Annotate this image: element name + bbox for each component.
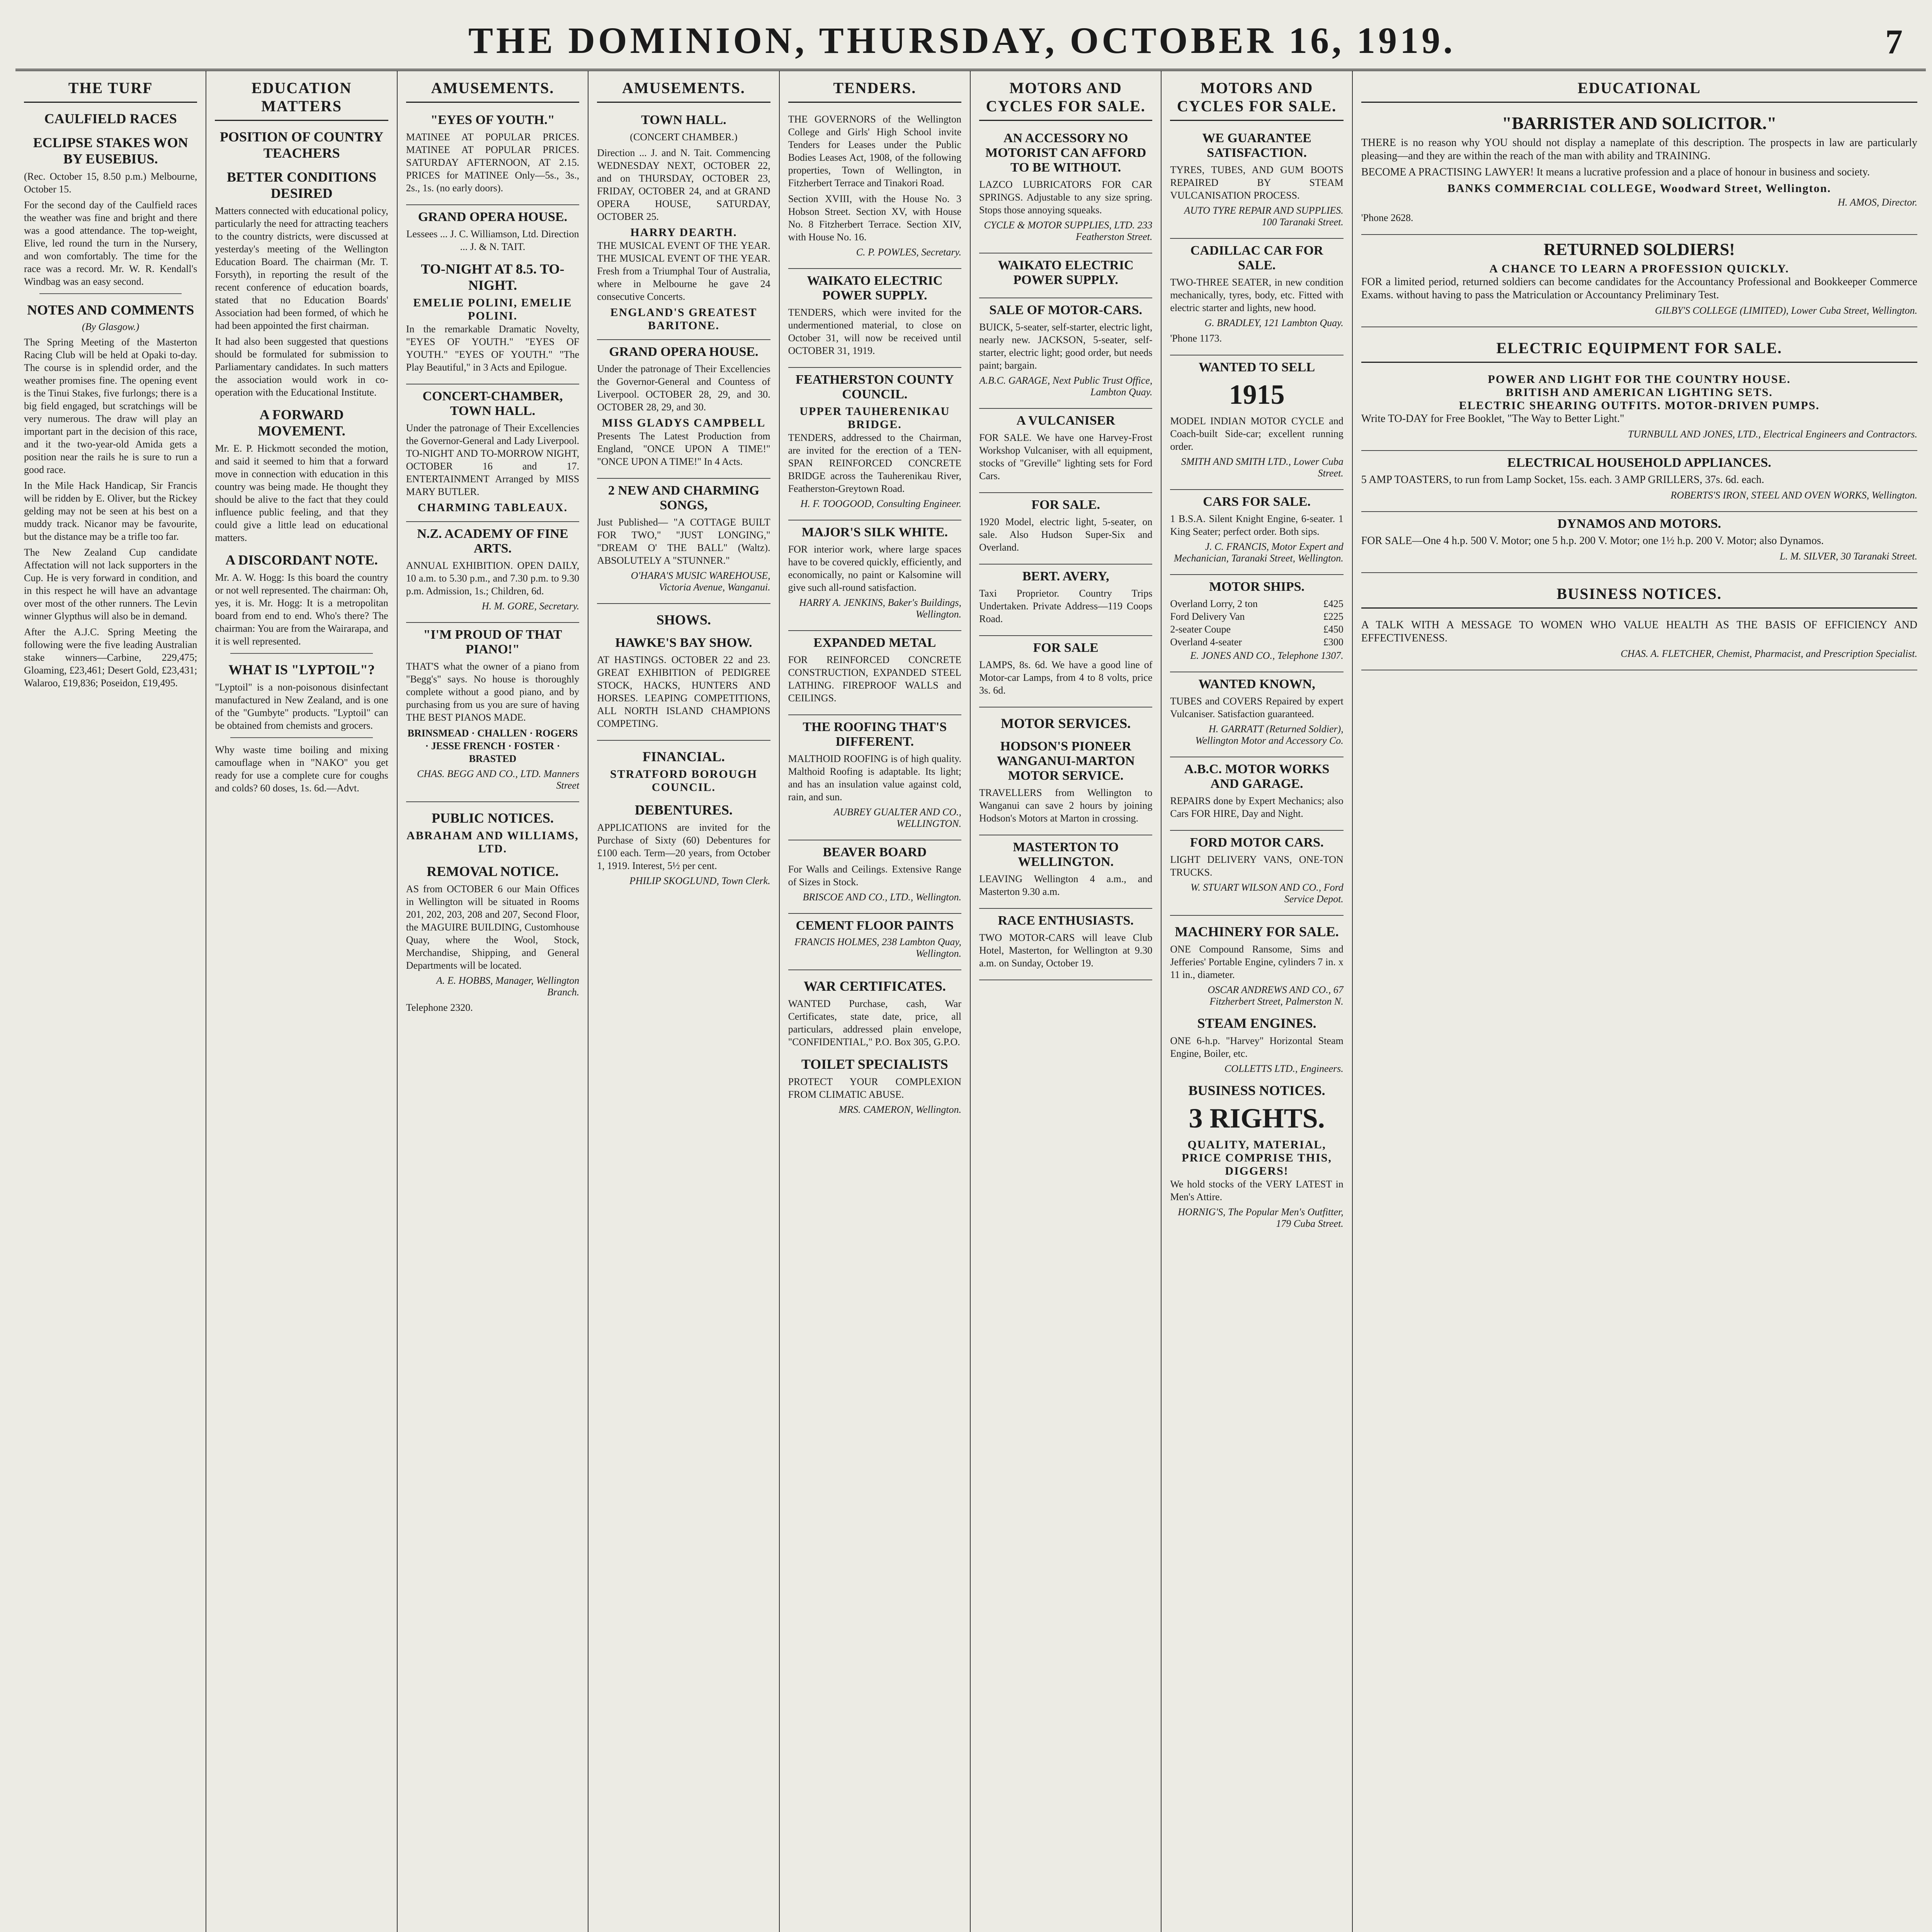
price-row [1170,636,1343,648]
public-notices-head: PUBLIC NOTICES. [431,810,554,826]
lighting-sets-ad [1361,368,1917,451]
ad-sub: (CONCERT CHAMBER.) [630,131,738,143]
ad-signature: GILBY'S COLLEGE (LIMITED), Lower Cuba Street, Wellington. [1655,305,1917,316]
ad-text: FOR interior work, where large spaces have to be covered quickly, efficiently, and economically, no paint or Kalsomine will give such all-round satisfaction. [788,544,961,593]
motors-header: MOTORS AND CYCLES FOR SALE. [1170,77,1343,121]
returned-soldiers-ad [1361,235,1917,327]
ad-text: LAZCO LUBRICATORS FOR CAR SPRINGS. Adjustable to any size spring. Stops those annoying squeaks. [979,179,1153,216]
ad-signature: L. M. SILVER, 30 Taranaki Street. [1779,551,1917,562]
tyre-repair-ad [1170,126,1343,239]
silk-white-ad [788,520,961,631]
ad-signature: HARRY A. JENKINS, Baker's Buildings, Wellington. [799,597,961,620]
ad-signature: H. GARRATT (Returned Soldier), Wellington Motor and Accessory Co. [1195,723,1344,746]
ad-signature: A.B.C. GARAGE, Next Public Trust Office, Lambton Quay. [979,375,1153,398]
ad-text: THERE is no reason why YOU should not display a nameplate of this description. The prospects in law are particularly pleasing—and they are within the reach of the man with ability and TRAINING. [1361,137,1917,162]
health-talk-ad [1361,614,1917,670]
expanded-metal-ad [788,631,961,715]
business-notices-head: BUSINESS NOTICES. [1188,1083,1325,1098]
cars-for-sale-ad [1170,490,1343,575]
ad-text: MALTHOID ROOFING is of high quality. Malthoid Roofing is adaptable. Its light; and has an insulation value against cold, rain, and sun. [788,753,961,803]
ad-title: N.Z. ACADEMY OF FINE ARTS. [417,527,568,556]
concert-chamber-ad [406,384,579,522]
ad-title: "BARRISTER AND SOLICITOR." [1502,113,1777,133]
ad-text: LAMPS, 8s. 6d. We have a good line of Motor-car Lamps, from 4 to 8 volts, price 3s. 6d. [979,659,1153,696]
column-tenders [780,71,971,1932]
ad-title: CONCERT-CHAMBER, TOWN HALL. [422,389,563,418]
price-value: £300 [1323,636,1344,648]
ad-text: Taxi Proprietor. Country Trips Undertaken. Private Address—119 Coops Road. [979,588,1153,624]
ad-signature: BRISCOE AND CO., LTD., Wellington. [803,891,961,903]
ad-line-2: BRITISH AND AMERICAN LIGHTING SETS. [1505,386,1773,399]
column-amusements-2 [588,71,779,1932]
ad-list: Section XVIII, with the House No. 3 Hobson Street. Section XV, with House No. 8 Fitzherbert Terrace. Section XIV, with House No. 16. [788,193,961,243]
ad-text: Under the patronage of Their Excellencies the Governor-General and Lady Liverpool. TO-NIGHT AND TO-MORROW NIGHT, OCTOBER 16 and 17. ENTERTAINMENT Arranged by MISS MARY BUTLER. [406,422,580,497]
ford-cars-ad [1170,831,1343,916]
dynamos-ad [1361,512,1917,573]
ad-title: MASTERTON TO WELLINGTON. [1013,840,1119,869]
education-para-4: Mr. A. W. Hogg: Is this board the country or not well represented. The chairman: Oh, yes, it is. Mr. Hogg: It is a metropolitan board from end to end. Who's there? The chairman: You are from the Wairarapa, and it is well represented. [215,572,388,647]
ad-title: FEATHERSTON COUNTY COUNCIL. [795,372,954,401]
eyes-of-youth-matinee-ad [406,108,579,205]
ad-signature: ROBERTS'S IRON, STEEL AND OVEN WORKS, Wellington. [1670,490,1917,501]
ad-tagline: ENGLAND'S GREATEST BARITONE. [610,306,757,332]
ad-signature: CYCLE & MOTOR SUPPLIES, LTD. 233 Featherston Street. [984,219,1153,242]
removal-notice-head: REMOVAL NOTICE. [427,864,559,879]
once-upon-a-time-ad [597,340,770,479]
ad-text: In the remarkable Dramatic Novelty, "EYES OF YOUTH." "EYES OF YOUTH." "EYES OF YOUTH." "The Play Beautiful," in 3 Acts and Epilogue. [406,323,580,373]
ad-title: THE ROOFING THAT'S DIFFERENT. [803,720,947,749]
nako-advert: Why waste time boiling and mixing camouflage when in "NAKO" you get ready for use a complete cure for coughs and colds? 60 doses, 1s. 6d.—Advt. [215,744,388,794]
ad-text-2: BECOME A PRACTISING LAWYER! It means a lucrative profession and a place of honour in business and society. [1361,166,1870,178]
debentures-sig: PHILIP SKOGLUND, Town Clerk. [629,875,770,886]
column-motors-1 [971,71,1162,1932]
ad-year: 1915 [1229,379,1285,410]
column-educational [1353,71,1926,1932]
ad-title: RETURNED SOLDIERS! [1543,240,1735,259]
ad-college: BANKS COMMERCIAL COLLEGE, Woodward Street, Wellington. [1447,182,1831,195]
ad-text: LIGHT DELIVERY VANS, ONE-TON TRUCKS. [1170,854,1344,878]
turf-para-5: After the A.J.C. Spring Meeting the following were the five leading Australian stake winners—Carbine, 229,475; Gloaming, £23,461; Desert Gold, £23,431; Walaroo, £19,836; Poseidon, £19,495. [24,626,197,689]
three-rights-tagline: QUALITY, MATERIAL, PRICE COMPRISE THIS, DIGGERS! [1182,1138,1332,1177]
price-value: £225 [1323,611,1344,622]
column-motors-2 [1162,71,1352,1932]
three-rights: 3 RIGHTS. [1189,1103,1325,1134]
featherston-tender [788,368,961,520]
ad-text: BUICK, 5-seater, self-starter, electric light, nearly new. JACKSON, 5-seater, self-starter, electric light; good order, but needs paint; bargain. [979,321,1153,371]
hornig-sig: HORNIG'S, The Popular Men's Outfitter, 179 Cuba Street. [1178,1206,1344,1229]
ad-text: FOR SALE. We have one Harvey-Frost Workshop Vulcaniser, with all equipment, stocks of "Greville" lighting sets for Ford Cars. [979,432,1153,481]
ad-text: FOR a limited period, returned soldiers can become candidates for the Accountancy Professional and Bookkeeper Commerce Exams. without having to pass the Matriculation or Accountancy Preliminary Test. [1361,276,1917,301]
beaver-board-ad [788,840,961,914]
amusements-header: AMUSEMENTS. [406,77,579,103]
race-enthusiasts-ad [979,909,1152,980]
ad-signature: AUBREY GUALTER AND CO., WELLINGTON. [833,806,961,829]
ad-star-name: HARRY DEARTH. [630,226,737,239]
column-turf [15,71,206,1932]
education-header: EDUCATION MATTERS [215,77,388,121]
steam-engines-sig: COLLETTS LTD., Engineers. [1224,1063,1344,1074]
ad-title: FOR SALE [1033,641,1099,655]
ad-text: Direction ... J. and N. Tait. Commencing WEDNESDAY NEXT, OCTOBER 22, and on THURSDAY, OCTOBER 23, FRIDAY, OCTOBER 24, and at GRAND OPERA HOUSE, SATURDAY, OCTOBER 25. [597,147,770,222]
masthead [15,0,1926,71]
ad-title: SALE OF MOTOR-CARS. [989,303,1143,317]
hawkes-bay-show-ad [597,631,770,741]
toilet-specialists-sig: MRS. CAMERON, Wellington. [838,1104,961,1115]
ad-text: THAT'S what the owner of a piano from "Begg's" says. No house is thoroughly complete without a good piano, and by purchasing from us you are sure of having THE BEST PIANOS MADE. [406,661,580,723]
harry-dearth-ad [597,108,770,340]
machinery-text: ONE Compound Ransome, Sims and Jefferies' Portable Engine, cylinders 7 in. x 11 in., diameter. [1170,944,1344,980]
page-number: 7 [1885,23,1903,61]
ad-star-name: EMELIE POLINI, EMELIE POLINI. [413,296,572,322]
ad-title: BEAVER BOARD [823,845,927,859]
removal-notice-text: AS from OCTOBER 6 our Main Offices in Wellington will be situated in Rooms 201, 202, 203, 208 and 207, Second Floor, the MAGUIRE BUILDING, Customhouse Quay, where the Wool, Stock, Merchandise, Shipping, and General Departments will be located. [406,883,580,971]
divider [230,737,372,738]
turf-para-2: The Spring Meeting of the Masterton Racing Club will be held at Opaki to-day. The course is in splendid order, and the weather promises fine. The opening event is the Tinui Stakes, five furlongs; there is a big field engaged, but scratchings will be very numerous. The draw will play an important part in the decision of this race, and it the two-year-old Amida gets a position near the rails he is sure to run a good race. [24,337,197,475]
ad-title: "EYES OF YOUTH." [430,113,555,127]
divider [39,293,182,294]
ad-title: FORD MOTOR CARS. [1190,835,1324,850]
lyptoil-text: "Lyptoil" is a non-poisonous disinfectant manufactured in New Zealand, and is one of the "Gumbyte" products. "Lyptoil" can be obtained from chemists and grocers. [215,682,388,731]
turf-subhead: CAULFIELD RACES [44,111,177,126]
masterton-service-ad [979,835,1152,909]
price-value: £450 [1323,624,1344,635]
ad-text: FOR REINFORCED CONCRETE CONSTRUCTION, EXPANDED STEEL LATHING. FIREPROOF WALLS and CEILINGS. [788,654,961,704]
ad-signature: FRANCIS HOLMES, 238 Lambton Quay, Wellington. [794,936,961,959]
machinery-sig: OSCAR ANDREWS AND CO., 67 Fitzherbert Street, Palmerston N. [1208,984,1344,1007]
ad-signature: H. M. GORE, Secretary. [481,600,580,612]
ad-text: TENDERS, which were invited for the undermentioned material, to close on October 31, will now be received until OCTOBER 31, 1919. [788,307,961,356]
ad-text: 5 AMP TOASTERS, to run from Lamp Socket, 15s. each. 3 AMP GRILLERS, 37s. 6d. each. [1361,474,1764,486]
ad-text: TWO-THREE SEATER, in new condition mechanically, tyres, body, etc. Fitted with electric starter and lights, new hood. [1170,277,1344,313]
education-para-2: It had also been suggested that questions should be formulated for submission to Parliamentary candidates. In such matters the association would work in co-operation with the Educational Institute. [215,336,388,398]
turf-header: THE TURF [24,77,197,103]
piano-brands: BRINSMEAD · CHALLEN · ROGERS · JESSE FRENCH · FOSTER · BRASTED [407,728,578,764]
steam-engines-text: ONE 6-h.p. "Harvey" Horizontal Steam Engine, Boiler, etc. [1170,1035,1344,1059]
price-row [1170,623,1343,636]
ad-signature: J. C. FRANCIS, Motor Expert and Mechanician, Taranaki Street, Wellington. [1173,541,1344,564]
ad-signature: O'HARA'S MUSIC WAREHOUSE, Victoria Avenue, Wanganui. [631,570,770,593]
education-para-1: Matters connected with educational policy, particularly the need for attracting teachers to the country districts, were discussed at yesterday's meeting of the Wellington Education Board. The chairman (Mr. T. Forsyth), in reporting the result of the recent conference of education boards, stated that no Education Boards' Association had been formed, of which he had been appointed the first chairman. [215,205,388,331]
floor-paints-ad [788,914,961,970]
ad-text: A TALK WITH A MESSAGE TO WOMEN WHO VALUE HEALTH AS THE BASIS OF EFFICIENCY AND EFFECTIVENESS. [1361,619,1917,644]
ad-signature: C. P. POWLES, Secretary. [856,247,961,258]
ad-text-2: THE MUSICAL EVENT OF THE YEAR. THE MUSICAL EVENT OF THE YEAR. Fresh from a Triumphal Tour of Australia, where in Melbourne he gave 24 consecutive Concerts. [597,240,770,302]
turf-dateline: (Rec. October 15, 8.50 p.m.) Melbourne, October 15. [24,171,197,195]
ad-star-name: MISS GLADYS CAMPBELL [602,417,766,429]
ad-text: TUBES and COVERS Repaired by expert Vulcaniser. Satisfaction guaranteed. [1170,696,1344,719]
shows-head: SHOWS. [656,612,711,628]
ad-signature: TURNBULL AND JONES, LTD., Electrical Engineers and Contractors. [1628,429,1917,440]
ad-text: TRAVELLERS from Wellington to Wanganui can save 2 hours by joining Hodson's Motors at Marton in crossing. [979,787,1153,824]
education-headline: POSITION OF COUNTRY TEACHERS [219,129,384,161]
ad-text: ANNUAL EXHIBITION. OPEN DAILY, 10 a.m. to 5.30 p.m., and 7.30 p.m. to 9.30 p.m. Admission, 1s.; Children, 6d. [406,560,580,597]
ad-text: Under the patronage of Their Excellencies the Governor-General and Countess of Liverpool. OCTOBER 28, 29, and 30. OCTOBER 28, 29, and 30. [597,363,770,413]
college-leases-tender [788,108,961,269]
ad-phone: 'Phone 2628. [1361,212,1413,223]
hornig-text: We hold stocks of the VERY LATEST in Men's Attire. [1170,1179,1344,1202]
ad-text: For Walls and Ceilings. Extensive Range of Sizes in Stock. [788,864,961,888]
ad-signature: E. JONES AND CO., Telephone 1307. [1190,650,1344,661]
ad-title: AN ACCESSORY NO MOTORIST CAN AFFORD TO BE WITHOUT. [985,131,1146,175]
debentures-text: APPLICATIONS are invited for the Purchase of Sixty (60) Debentures for £100 each. Term—20 years, from October 1, 1919. Interest, 5½ per cent. [597,822,770,871]
ad-text: FOR SALE—One 4 h.p. 500 V. Motor; one 5 h.p. 200 V. Motor; one 1½ h.p. 200 V. Motor; also Dynamos. [1361,535,1824,547]
ad-title: CARS FOR SALE. [1203,495,1311,509]
wanted-known-ad [1170,672,1343,757]
ad-line-1: POWER AND LIGHT FOR THE COUNTRY HOUSE. [1488,373,1791,386]
war-certificates-text: WANTED Purchase, cash, War Certificates, state date, price, all particulars, addressed plain envelope, "CONFIDENTIAL," P.O. Box 305, G.P.O. [788,998,961,1048]
price-row [1170,610,1343,623]
removal-notice-sig: A. E. HOBBS, Manager, Wellington Branch. [436,975,580,998]
songs-ad [597,479,770,604]
ad-lessees: Lessees ... J. C. Williamson, Ltd. Direction ... J. & N. TAIT. [406,228,579,252]
ad-text: TWO MOTOR-CARS will leave Club Hotel, Masterton, for Wellington at 9.30 a.m. on Sunday, October 19. [979,932,1153,969]
educational-header: EDUCATIONAL [1361,77,1917,103]
toilet-specialists-text: PROTECT YOUR COMPLEXION FROM CLIMATIC ABUSE. [788,1076,961,1100]
column-education [206,71,397,1932]
steam-engines-head: STEAM ENGINES. [1197,1015,1316,1031]
newspaper-title: THE DOMINION, THURSDAY, OCTOBER 16, 1919. [468,20,1456,61]
amusements-header: AMUSEMENTS. [597,77,770,103]
ad-title: GRAND OPERA HOUSE. [418,210,568,224]
ad-text: REPAIRS done by Expert Mechanics; also Cars FOR HIRE, Day and Night. [1170,795,1344,819]
notice-phone: Telephone 2320. [406,1002,473,1013]
ad-title: GRAND OPERA HOUSE. [609,345,759,359]
waikato-tender [788,269,961,368]
financial-council: STRATFORD BOROUGH COUNCIL. [610,768,757,794]
ad-title: WAIKATO ELECTRIC POWER SUPPLY. [807,274,943,303]
ad-title: MOTOR SHIPS. [1209,580,1305,594]
ad-title: MAJOR'S SILK WHITE. [801,525,948,539]
toilet-specialists-head: TOILET SPECIALISTS [801,1056,948,1072]
ad-title: FOR SALE. [1031,498,1100,512]
price-row [1170,597,1343,610]
ad-signature: W. STUART WILSON AND CO., Ford Service Depot. [1190,882,1344,905]
price-value: £425 [1323,598,1344,609]
ad-text-2: Presents The Latest Production from England, "ONCE UPON A TIME!" "ONCE UPON A TIME!" In 4 Acts. [597,430,770,467]
waikato-power-ad [979,253,1152,298]
ad-sub: UPPER TAUHERENIKAU BRIDGE. [799,405,950,431]
price-item: Overland 4-seater [1170,636,1242,648]
ad-signature: H. F. TOOGOOD, Consulting Engineer. [800,498,961,509]
education-subheadline: BETTER CONDITIONS DESIRED [227,169,377,201]
ad-signature: CHAS. BEGG AND CO., LTD. Manners Street [417,768,580,791]
ad-title: BERT. AVERY, [1022,569,1109,583]
indian-motorcycle-ad [1170,355,1343,490]
barrister-ad [1361,108,1917,235]
turf-byline: (By Glasgow.) [82,321,139,332]
turf-para-1: For the second day of the Caulfield races the weather was fine and bright and there was a good attendance. The top-weight, Elive, led round the turn in the Nursery, and won comfortably. The time for the race was a record. Mr. W. R. Kendall's Windbag was an easy second. [24,199,197,287]
ad-title: 2 NEW AND CHARMING SONGS, [608,483,760,512]
debentures-head: DEBENTURES. [634,802,733,818]
price-item: Overland Lorry, 2 ton [1170,598,1258,609]
ad-title: CEMENT FLOOR PAINTS [796,918,954,933]
ad-title: A VULCANISER [1016,413,1115,428]
ad-title: EXPANDED METAL [813,636,936,650]
turf-para-3: In the Mile Hack Handicap, Sir Francis will be ridden by E. Oliver, but the Rickey gelding may not be seen at his best on a muddy track. Nicanor may be favourite, but the distance may be a trifle too far. [24,480,197,542]
for-sale-ad [979,493,1152,565]
ad-title: A.B.C. MOTOR WORKS AND GARAGE. [1184,762,1330,791]
ad-title: RACE ENTHUSIASTS. [998,913,1134,928]
ad-sub: A CHANCE TO LEARN A PROFESSION QUICKLY. [1489,262,1789,275]
education-para-3: Mr. E. P. Hickmott seconded the motion, and said it seemed to him that a forward move in connection with education in this country was being made. He thought they should be alive to the fact that they could influence public feeling, and that they could give a little lead on educational matters. [215,443,388,543]
ad-title: HAWKE'S BAY SHOW. [615,636,752,650]
ad-title: DYNAMOS AND MOTORS. [1557,517,1721,531]
ad-text: THE GOVERNORS of the Wellington College and Girls' High School invite Tenders for Leases under the Public Bodies Leases Act, 1908, of the following properties, Town of Wellington, in Fitzherbert Terrace and Tinakori Road. [788,114,961,189]
turf-para-4: The New Zealand Cup candidate Affectation will not lack supporters in the Cup. He is very forward in condition, and in this respect he will have an advantage over most of the other runners. The Levin winner Glypthus will also be in demand. [24,547,197,622]
household-appliances-ad [1361,451,1917,512]
ad-text: MODEL INDIAN MOTOR CYCLE and Coach-built Side-car; excellent running order. [1170,415,1344,452]
ad-title: "I'M PROUD OF THAT PIANO!" [423,628,562,656]
ad-text: Just Published— "A COTTAGE BUILT FOR TWO," "JUST LONGING," "DREAM O' THE BALL" (Waltz). ABSOLUTELY A "STUNNER." [597,517,770,566]
lyptoil-head: WHAT IS "LYPTOIL"? [228,662,375,677]
ad-director: H. AMOS, Director. [1838,197,1917,208]
columns [15,71,1926,1932]
ad-title: ELECTRICAL HOUSEHOLD APPLIANCES. [1507,456,1771,470]
vulcaniser-ad [979,409,1152,493]
ad-title: WAIKATO ELECTRIC POWER SUPPLY. [998,258,1134,287]
ad-feature: CHARMING TABLEAUX. [417,501,568,514]
machinery-head: MACHINERY FOR SALE. [1175,924,1339,939]
motor-cars-sale-ad [979,298,1152,409]
education-sub-3: A DISCORDANT NOTE. [225,552,378,568]
ad-text: MATINEE AT POPULAR PRICES. MATINEE AT POPULAR PRICES. SATURDAY AFTERNOON, AT 2.15. PRICES for MATINEE Only—5s., 3s., 2s., 1s. (no early doors). [406,131,580,194]
abc-motor-works-ad [1170,757,1343,831]
ad-text: AT HASTINGS. OCTOBER 22 and 23. GREAT EXHIBITION of PEDIGREE STOCK, HACKS, HUNTERS AND HORSES. LEAPING COMPETITIONS, ALL NORTH ISLAND CHAMPIONS COMPETING. [597,654,770,729]
lamps-ad [979,636,1152,707]
begg-piano-ad [406,623,579,802]
lazco-ad [979,126,1152,253]
ad-signature: CHAS. A. FLETCHER, Chemist, Pharmacist, and Prescription Specialist. [1621,648,1917,659]
motor-services-head: MOTOR SERVICES. [1001,716,1131,731]
financial-head: FINANCIAL. [642,749,725,764]
ad-text: TYRES, TUBES, AND GUM BOOTS REPAIRED BY STEAM VULCANISATION PROCESS. [1170,164,1344,201]
ad-title: CADILLAC CAR FOR SALE. [1190,243,1323,272]
motor-ships-ad [1170,575,1343,672]
war-certificates-head: WAR CERTIFICATES. [803,978,946,994]
divider [230,653,372,654]
ad-signature: G. BRADLEY, 121 Lambton Quay. [1204,317,1344,328]
ad-text: 1 B.S.A. Silent Knight Engine, 6-seater. 1 King Seater; perfect order. Both sips. [1170,513,1344,537]
cadillac-ad [1170,239,1343,355]
ad-signature: AUTO TYRE REPAIR AND SUPPLIES. 100 Taranaki Street. [1184,205,1344,228]
ad-line-3: ELECTRIC SHEARING OUTFITS. MOTOR-DRIVEN PUMPS. [1459,399,1820,412]
hodson-service-ad [979,735,1152,835]
column-amusements-1 [398,71,588,1932]
grand-opera-house-ad [406,205,579,384]
ad-text: 1920 Model, electric light, 5-seater, on sale. Also Hudson Super-Six and Overland. [979,516,1153,553]
malthoid-ad [788,715,961,840]
price-item: 2-seater Coupe [1170,624,1231,635]
ad-signature: SMITH AND SMITH LTD., Lower Cuba Street. [1181,456,1344,479]
ad-title: TOWN HALL. [641,113,726,127]
ad-title: WE GUARANTEE SATISFACTION. [1202,131,1311,160]
turf-notes-head: NOTES AND COMMENTS [27,302,194,318]
turf-headline: ECLIPSE STAKES WON BY EUSEBIUS. [33,135,188,167]
ad-text: Write TO-DAY for Free Booklet, "The Way to Better Light." [1361,413,1624,425]
tenders-header: TENDERS. [788,77,961,103]
motors-header: MOTORS AND CYCLES FOR SALE. [979,77,1152,121]
ad-tonight: TO-NIGHT AT 8.5. TO-NIGHT. [421,261,565,293]
ad-text: TENDERS, addressed to the Chairman, are invited for the erection of a TEN-SPAN REINFORCED CONCRETE BRIDGE across the Tauherenikau River, Featherston-Greytown Road. [788,432,961,494]
business-notices-header: BUSINESS NOTICES. [1361,582,1917,609]
ad-text: LEAVING Wellington 4 a.m., and Masterton 9.30 a.m. [979,873,1153,897]
academy-fine-arts-ad [406,522,579,623]
ad-title: HODSON'S PIONEER WANGANUI-MARTON MOTOR SERVICE. [997,739,1135,783]
ad-phone: 'Phone 1173. [1170,333,1222,344]
bert-avery-ad [979,565,1152,636]
electric-equipment-header: ELECTRIC EQUIPMENT FOR SALE. [1361,337,1917,363]
ad-title: WANTED KNOWN, [1198,677,1315,691]
price-item: Ford Delivery Van [1170,611,1245,622]
notice-company: ABRAHAM AND WILLIAMS, LTD. [406,829,579,855]
ad-title: WANTED TO SELL [1199,360,1315,374]
education-sub-2: A FORWARD MOVEMENT. [258,407,345,439]
